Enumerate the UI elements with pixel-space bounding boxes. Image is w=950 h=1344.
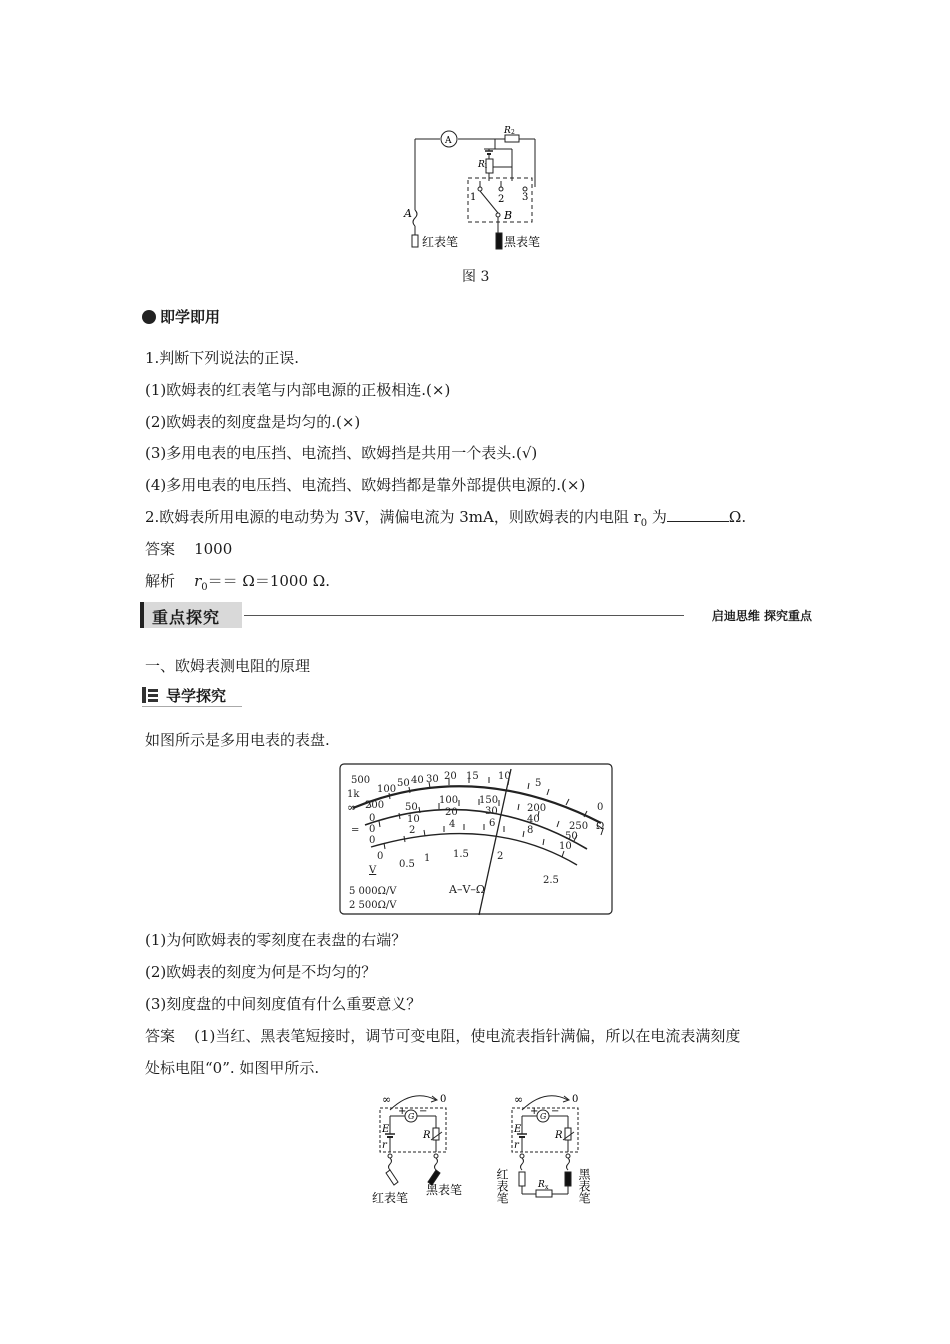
r2-label: R [504, 126, 511, 136]
black-probe-label: 黑表笔 [504, 235, 541, 249]
analysis-line: 解析 $r_0== \Omega=1000$ Ω. [145, 572, 330, 593]
ac-scale-label: 2.5 [543, 875, 559, 886]
section-tagline: 启迪思维 探究重点 [711, 609, 812, 623]
question-1-item: (4)多用电表的电压挡、电流挡、欧姆挡都是靠外部提供电源的.(×) [145, 476, 586, 494]
minus-sign: − [551, 1106, 560, 1117]
rx-sub: x [545, 1184, 549, 1191]
dc-symbol: = [351, 825, 360, 836]
section-rule [244, 615, 684, 616]
internal-r-label: r [382, 1140, 387, 1151]
ammeter-symbol: A [445, 136, 452, 146]
dc-scale-label: 250 [569, 821, 589, 832]
point-b-label: B [504, 209, 513, 222]
figure-jia-circuit [368, 1090, 478, 1205]
dc-scale-label: 20 [445, 807, 458, 818]
black-probe-label: 黑表笔 [426, 1183, 463, 1197]
dc-scale-label: 100 [439, 795, 459, 806]
section-header [140, 602, 812, 628]
red-probe-label: 红表笔 [495, 1168, 509, 1204]
zero-mark: 0 [572, 1094, 579, 1105]
question-2: 2.欧姆表所用电源的电动势为 3V，满偏电流为 3mA，则欧姆表的内电阻 $r_0$ 为 Ω. [145, 508, 747, 529]
answer-line: 答案 1000 [145, 540, 233, 558]
section-title-tab: 重点探究 [140, 602, 242, 628]
ohm-unit-label: Ω [596, 821, 605, 832]
infinity-mark: ∞ [382, 1093, 392, 1106]
r1-sub: 1 [484, 163, 488, 170]
ohm-scale-label: 15 [466, 771, 479, 782]
guided-inquiry-heading: 导学探究 [142, 684, 242, 706]
multimeter-dial [339, 763, 613, 915]
dc-scale-label: 200 [527, 803, 547, 814]
question-1-item: (2)欧姆表的刻度盘是均匀的.(×) [145, 413, 361, 431]
inquiry-question: (2)欧姆表的刻度为何是不均匀的？ [145, 963, 377, 981]
dc-scale-label: 40 [527, 814, 540, 825]
dial-center-label: A–V–Ω [449, 883, 486, 896]
plus-sign: + [530, 1106, 539, 1117]
dc-scale-label: 8 [527, 825, 534, 836]
plus-sign: + [398, 1106, 407, 1117]
galvanometer-symbol: G [408, 1112, 415, 1121]
ohm-scale-label: 100 [377, 784, 397, 795]
zero-mark: 0 [440, 1094, 447, 1105]
list-icon [142, 687, 158, 703]
dc-scale-label: 10 [407, 814, 420, 825]
ohm-scale-label: 40 [411, 775, 424, 786]
play-icon [142, 310, 156, 324]
dc-scale-label: 6 [489, 818, 496, 829]
black-probe-label: 黑表笔 [577, 1168, 591, 1204]
dc-scale-label: 4 [449, 819, 456, 830]
minus-sign: − [419, 1106, 428, 1117]
dc-scale-label: 0 [369, 813, 376, 824]
dc-scale-label: 0 [369, 824, 376, 835]
r1-label: R [478, 160, 485, 170]
resistor-label: R [555, 1130, 563, 1141]
dc-scale-label: 150 [479, 795, 499, 806]
rx-label: R [538, 1180, 545, 1190]
ac-unit-label: V [369, 865, 377, 876]
red-probe-label: 红表笔 [422, 235, 459, 249]
switch-pos-2: 2 [498, 194, 505, 205]
red-probe-label: 红表笔 [372, 1191, 409, 1205]
meter-intro: 如图所示是多用电表的表盘. [145, 731, 330, 749]
infinity-mark: ∞ [514, 1093, 524, 1106]
switch-pos-3: 3 [522, 192, 529, 203]
emf-label: E [514, 1124, 522, 1135]
ohm-scale-label: 0 [597, 802, 604, 813]
point-a-label: A [404, 207, 412, 220]
topic-title: 一、欧姆表测电阻的原理 [145, 657, 311, 675]
ac-scale-label: 2 [497, 851, 504, 862]
inquiry-question: (3)刻度盘的中间刻度值有什么重要意义？ [145, 995, 422, 1013]
dc-scale-label: 30 [485, 806, 498, 817]
figure-yi-circuit [495, 1090, 600, 1204]
r2-sub: 2 [511, 129, 515, 136]
question-1: 1.判断下列说法的正误. [145, 349, 300, 367]
figure-3-caption: 图 3 [462, 269, 490, 285]
ac-scale-label: 1 [424, 853, 431, 864]
inquiry-question: (1)为何欧姆表的零刻度在表盘的右端？ [145, 931, 407, 949]
ohm-scale-label: 500 [351, 775, 371, 786]
figure-3-circuit [400, 125, 550, 255]
ohm-scale-label: 1k [347, 789, 360, 800]
ohm-scale-label: 5 [535, 778, 542, 789]
question-1-item: (3)多用电表的电压挡、电流挡、欧姆挡是共用一个表头.(√) [145, 444, 538, 462]
ac-scale-label: 0.5 [399, 859, 415, 870]
ac-scale-label: 0 [377, 851, 384, 862]
dc-scale-label: 0 [369, 835, 376, 846]
ohm-scale-label: 200 [365, 800, 385, 811]
question-1-item: (1)欧姆表的红表笔与内部电源的正极相连.(×) [145, 381, 451, 399]
galvanometer-symbol: G [540, 1112, 547, 1121]
inquiry-answer-line-1: 答案 (1)当红、黑表笔短接时，调节可变电阻，使电流表指针满偏，所以在电流表满刻度 [145, 1027, 741, 1045]
emf-label: E [382, 1124, 390, 1135]
internal-r-label: r [514, 1140, 519, 1151]
ohm-scale-label: 30 [426, 774, 439, 785]
inquiry-answer-line-2: 处标电阻“0”. 如图甲所示. [145, 1059, 320, 1077]
answer-blank[interactable] [667, 507, 729, 522]
dial-footer-2500: 2 500Ω/V [349, 900, 397, 911]
dc-scale-label: 50 [405, 802, 418, 813]
ac-scale-label: 1.5 [453, 849, 469, 860]
dial-footer-5000: 5 000Ω/V [349, 886, 397, 897]
resistor-label: R [423, 1130, 431, 1141]
dc-scale-label: 50 [565, 831, 578, 842]
ohm-scale-label: ∞ [347, 801, 357, 814]
ohm-scale-label: 20 [444, 771, 457, 782]
ohm-scale-label: 10 [498, 771, 511, 782]
ohm-scale-label: 50 [397, 778, 410, 789]
dc-scale-label: 2 [409, 825, 416, 836]
switch-pos-1: 1 [470, 192, 477, 203]
dc-scale-label: 10 [559, 841, 572, 852]
